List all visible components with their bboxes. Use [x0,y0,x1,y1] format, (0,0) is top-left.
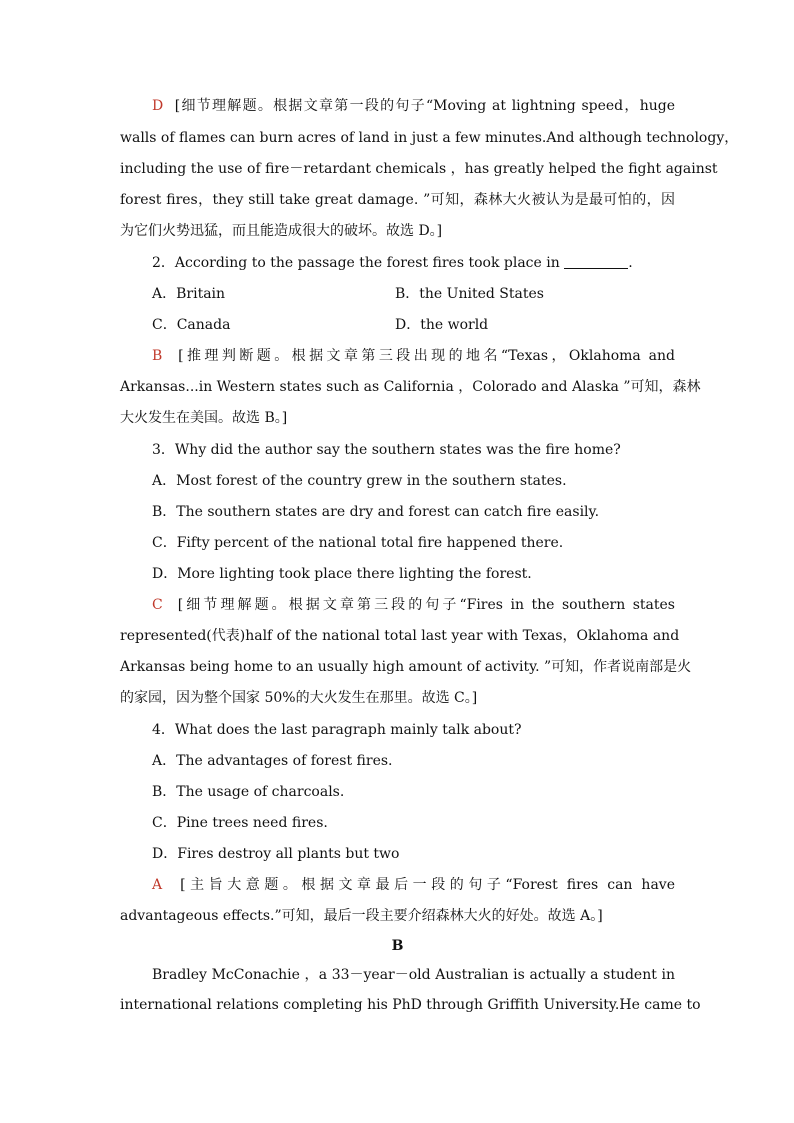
q2-stem [120,253,675,273]
q3-option-c: C．Fifty percent of the national total fire happened there. [152,535,564,551]
q2-option-d: D．the world [395,317,489,333]
q2-explanation-line-2: Arkansas...in Western states such as California ，Colorado and Alaska ”可知，森林 [120,379,701,395]
q4-explanation-line-1 [120,875,675,895]
q2-blank [564,254,628,269]
q1-explanation-line-4: forest fires，they still take great damage. ”可知，森林大火被认为是最可怕的，因 [120,192,675,208]
q1-explanation-line-1 [120,96,675,116]
q2-option-b: B．the United States [395,286,544,302]
q2-explanation-text-1: [推理判断题。根据文章第三段出现的地名“Texas，Oklahoma and [178,348,675,364]
q3-explanation-line-4: 的家园，因为整个国家 50%的大火发生在那里。故选 C。] [120,690,478,706]
q1-explanation-line-2: walls of flames can burn acres of land in just a few minutes.And although technology， [120,130,739,146]
q2-option-a: A．Britain [152,286,226,302]
q1-explanation-text-1: [细节理解题。根据文章第一段的句子“Moving at lightning speed，huge [174,98,675,114]
q3-stem: 3．Why did the author say the southern states was the fire home? [152,442,621,458]
q3-explanation-line-3: Arkansas being home to an usually high amount of activity. ”可知，作者说南部是火 [120,659,692,675]
q2-explanation-line-1 [120,346,675,366]
section-b-line-1: Bradley McConachie ，a 33－year－old Australian is actually a student in [152,967,675,983]
q3-explanation-line-1 [120,595,675,615]
q1-explanation-line-3: including the use of fire－retardant chemicals ，has greatly helped the fight against [120,161,718,177]
q4-option-a: A．The advantages of forest fires. [152,753,393,769]
q3-option-d: D．More lighting took place there lighting the forest. [152,566,532,582]
q1-explanation-line-5: 为它们火势迅猛，而且能造成很大的破坏。故选 D。] [120,223,443,239]
q3-option-a: A．Most forest of the country grew in the southern states. [152,473,567,489]
q2-explanation-line-3: 大火发生在美国。故选 B。] [120,410,288,426]
q2-stem-text: 2．According to the passage the forest fires took place in [152,255,560,271]
section-b-heading: B [391,938,404,954]
q4-explanation-line-2: advantageous effects.”可知，最后一段主要介绍森林大火的好处。故选 A。] [120,908,603,924]
q4-stem: 4．What does the last paragraph mainly talk about? [152,722,522,738]
q2-option-c: C．Canada [152,317,231,333]
q3-explanation-line-2: represented(代表)half of the national total last year with Texas，Oklahoma and [120,628,680,644]
section-b-line-2: international relations completing his PhD through Griffith University.He came to [120,997,701,1013]
q2-stem-end: . [628,255,633,271]
q4-explanation-text-1: [主旨大意题。根据文章最后一段的句子“Forest fires can have [180,877,675,893]
q1-answer: D [152,98,164,114]
q3-answer: C [152,597,163,613]
q3-option-b: B．The southern states are dry and forest can catch fire easily. [152,504,600,520]
q3-explanation-text-1: [细节理解题。根据文章第三段的句子“Fires in the southern states [177,597,675,613]
q4-option-d: D．Fires destroy all plants but two [152,846,400,862]
q4-option-b: B．The usage of charcoals. [152,784,345,800]
q2-answer: B [152,348,163,364]
q4-option-c: C．Pine trees need fires. [152,815,328,831]
q4-answer: A [152,877,163,893]
